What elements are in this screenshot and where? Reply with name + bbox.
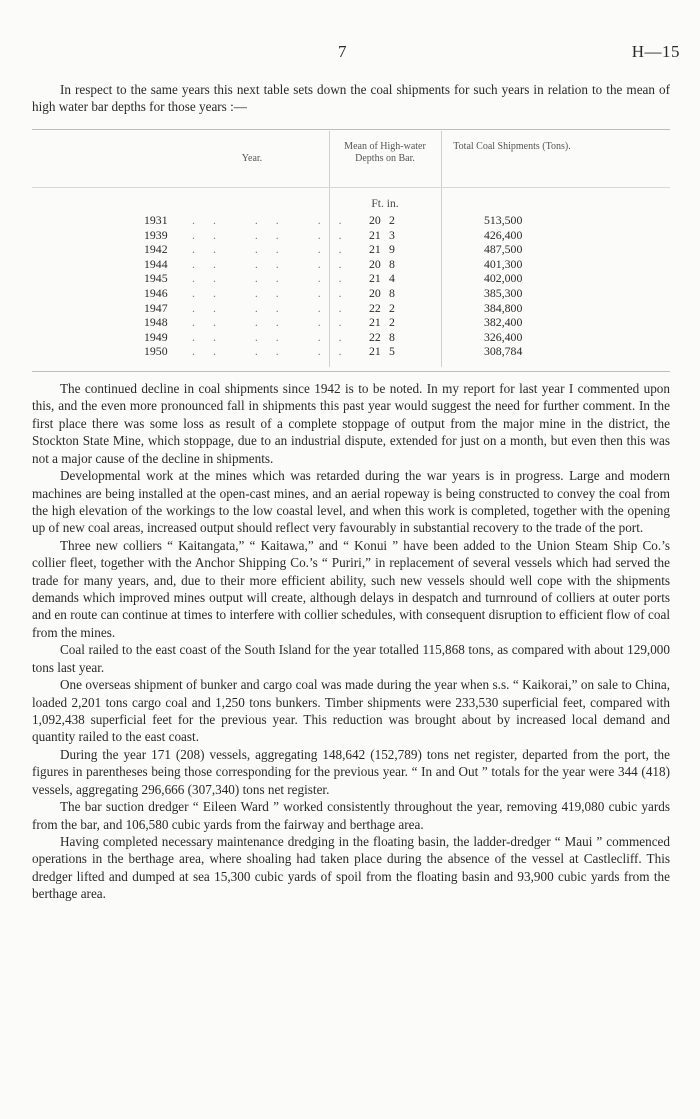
- total-shipments-cell: 326,400: [484, 329, 523, 344]
- table-row: [32, 315, 670, 330]
- year-cell: 1946: [144, 285, 168, 300]
- table-row: [32, 286, 670, 301]
- table-row: [32, 228, 670, 243]
- depth-inches-cell: 2: [389, 315, 395, 330]
- table-top-rule: [32, 129, 670, 130]
- leader-dots: .. .. ..: [192, 213, 360, 227]
- leader-dots: .. .. ..: [192, 344, 360, 359]
- total-shipments-cell: 401,300: [484, 256, 523, 271]
- leader-dots: .. .. ..: [192, 285, 360, 300]
- year-cell: 1950: [144, 344, 168, 359]
- leader-dots: .. .. ..: [192, 329, 360, 344]
- total-shipments-cell: 402,000: [484, 271, 523, 286]
- depth-inches-cell: 8: [389, 329, 395, 344]
- table-row: [32, 344, 670, 359]
- body-paragraph: Having completed necessary maintenance dredging in the floating basin, the ladder-dredger “ Maui ” commenced operations in the berthage area, where shoaling had taken place during the absence of the vessel at Castlecliff. This dredger lifted and dumped at sea 15,300 cubic yards of spoil from the floating basin and 93,900 cubic yards from the berthage area.: [32, 833, 670, 902]
- year-cell: 1939: [144, 227, 168, 242]
- depth-feet-cell: 20: [369, 213, 381, 227]
- table-row: [32, 271, 670, 286]
- intro-paragraph: In respect to the same years this next table sets down the coal shipments for such years in relation to the mean of high water bar depths for those years :—: [32, 82, 670, 115]
- coal-shipments-table: [32, 127, 670, 377]
- depth-inches-cell: 9: [389, 242, 395, 257]
- column-header-depth: Mean of High-water Depths on Bar.: [344, 141, 426, 164]
- body-paragraph: One overseas shipment of bunker and cargo coal was made during the year when s.s. “ Kaikorai,” on sale to China, loaded 2,201 tons cargo coal and 1,250 tons bunkers. Timber shipments were 233,530 superficial feet, compared with 1,092,438 superficial feet for the previous year. This reduction was brought about by increased local demand and quantity railed to the east coast.: [32, 677, 670, 745]
- table-row: [32, 301, 670, 316]
- year-cell: 1942: [144, 242, 168, 257]
- depth-feet-cell: 21: [369, 315, 381, 330]
- table-header-rule: [32, 187, 670, 188]
- depth-inches-cell: 4: [389, 271, 395, 286]
- year-cell: 1945: [144, 271, 168, 286]
- total-shipments-cell: 308,784: [484, 344, 523, 359]
- table-bottom-rule: [32, 371, 670, 372]
- table-row: [32, 213, 670, 228]
- body-text: [32, 380, 670, 903]
- depth-feet-cell: 20: [369, 256, 381, 271]
- total-shipments-cell: 513,500: [484, 213, 523, 227]
- table-row: [32, 257, 670, 272]
- body-paragraph: Three new colliers “ Kaitangata,” “ Kaitawa,” and “ Konui ” have been added to the Union Steam Ship Co.’s collier fleet, together with the Anchor Shipping Co.’s “ Puriri,” in replacement of several vessels which had served the trade for many years, and, due to their more efficient ability, such new vessels should well cope with the shipments demands which improved mines output will create, although delays in despatch and turnround of colliers at outer ports and en route can continue at times to interfere with collier schedules, with consequent disruption to efficient flow of coal from the mines.: [32, 537, 670, 640]
- units-label: Ft. in.: [371, 198, 399, 210]
- leader-dots: .. .. ..: [192, 242, 360, 257]
- leader-dots: .. .. ..: [192, 315, 360, 330]
- leader-dots: .. .. ..: [192, 271, 360, 286]
- depth-feet-cell: 21: [369, 344, 381, 359]
- body-paragraph: Developmental work at the mines which was retarded during the war years is in progress. Large and modern machines are being installed at the open-cast mines, and an aerial ropeway is being constructed to convey the coal from the high elevation of the workings to the low coastal level, and when this work is completed, together with the opening up of new coal areas, increased output should reflect very favourably in substantial recovery to the trade of the port.: [32, 468, 670, 536]
- total-shipments-cell: 382,400: [484, 315, 523, 330]
- depth-feet-cell: 22: [369, 329, 381, 344]
- body-paragraph: The continued decline in coal shipments since 1942 is to be noted. In my report for last year I commented upon this, and the even more pronounced fall in shipments this past year would suggest the need for further comment. In the first place there was some loss as result of a complete stoppage of output from the major mine in the district, the Stockton State Mine, which stoppage, due to an industrial dispute, extended for just on a month, but even then this was not a major cause of the decline in shipments.: [32, 381, 670, 466]
- year-cell: 1944: [144, 256, 168, 271]
- year-cell: 1949: [144, 329, 168, 344]
- depth-inches-cell: 3: [389, 227, 395, 242]
- depth-inches-cell: 8: [389, 285, 395, 300]
- table-row: [32, 242, 670, 257]
- page-number: 7: [338, 42, 347, 61]
- column-header-year: Year.: [241, 153, 263, 164]
- year-cell: 1947: [144, 300, 168, 315]
- depth-feet-cell: 21: [369, 271, 381, 286]
- total-shipments-cell: 487,500: [484, 242, 523, 257]
- depth-feet-cell: 22: [369, 300, 381, 315]
- leader-dots: .. .. ..: [192, 300, 360, 315]
- page-code: H—15: [631, 42, 680, 61]
- depth-feet-cell: 20: [369, 285, 381, 300]
- depth-inches-cell: 8: [389, 256, 395, 271]
- depth-inches-cell: 2: [389, 213, 395, 227]
- body-paragraph: The bar suction dredger “ Eileen Ward ” worked consistently throughout the year, removing 419,080 cubic yards from the bar, and 106,580 cubic yards from the fairway and berthage area.: [32, 799, 670, 832]
- body-paragraph: During the year 171 (208) vessels, aggregating 148,642 (152,789) tons net register, departed from the port, the figures in parentheses being those corresponding for the previous year. “ In and Out ” totals for the year were 344 (418) vessels, aggregating 296,666 (307,340) tons net register.: [32, 746, 670, 797]
- depth-inches-cell: 5: [389, 344, 395, 359]
- leader-dots: .. .. ..: [192, 256, 360, 271]
- total-shipments-cell: 426,400: [484, 227, 523, 242]
- total-shipments-cell: 384,800: [484, 300, 523, 315]
- body-paragraph: Coal railed to the east coast of the South Island for the year totalled 115,868 tons, as compared with about 129,000 tons last year.: [32, 642, 670, 675]
- leader-dots: .. .. ..: [192, 227, 360, 242]
- year-cell: 1931: [144, 213, 168, 227]
- depth-inches-cell: 2: [389, 300, 395, 315]
- total-shipments-cell: 385,300: [484, 285, 523, 300]
- depth-feet-cell: 21: [369, 242, 381, 257]
- table-row: [32, 330, 670, 345]
- column-header-total: Total Coal Shipments (Tons).: [453, 141, 571, 152]
- year-cell: 1948: [144, 315, 168, 330]
- page-header: [0, 42, 700, 66]
- depth-feet-cell: 21: [369, 227, 381, 242]
- table-body: [32, 213, 670, 359]
